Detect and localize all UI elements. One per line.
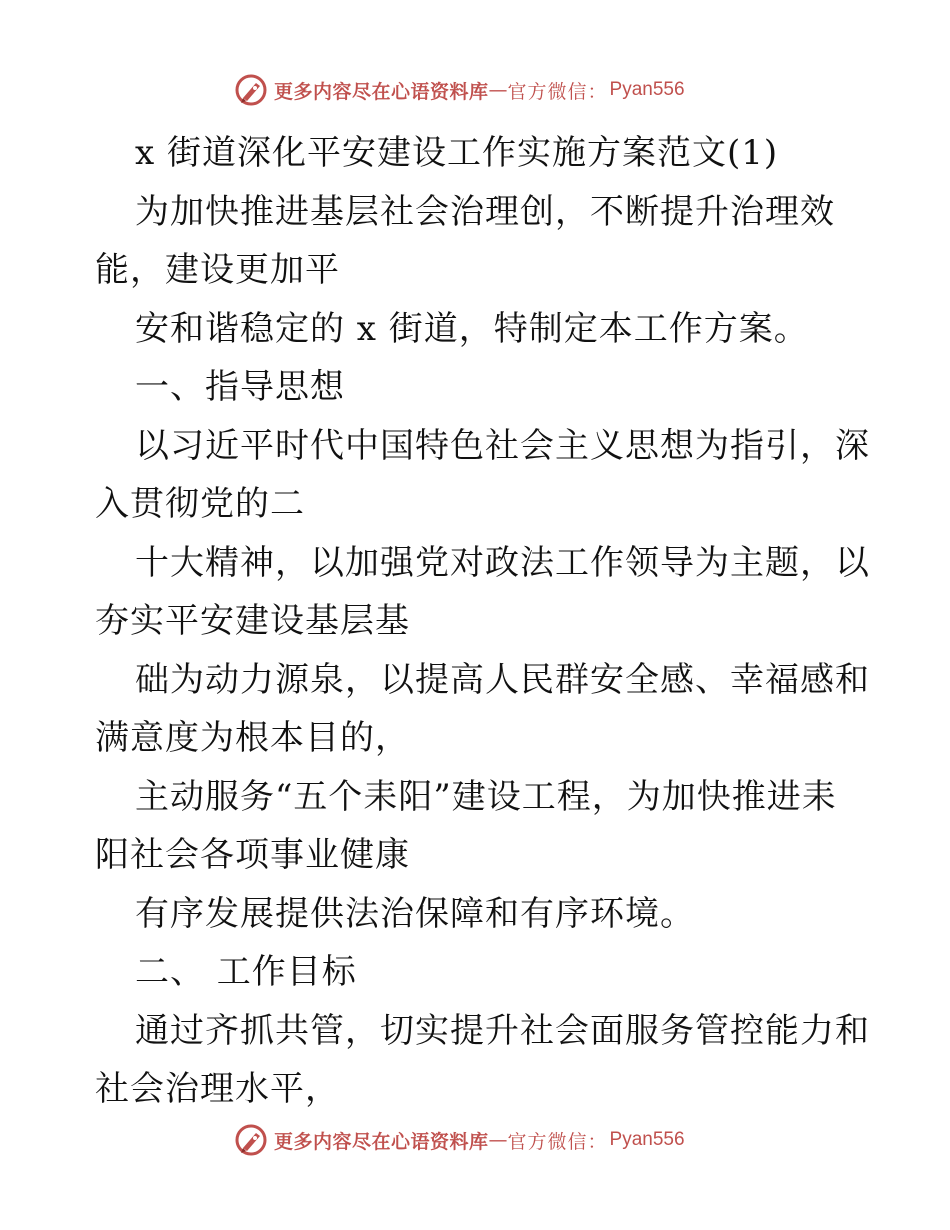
document-line: 二、 工作目标 (135, 952, 357, 992)
watermark-official-label: 官方微信： (507, 1130, 608, 1153)
document-line: 通过齐抓共管，切实提升社会面服务管控能力和 (135, 1010, 870, 1051)
watermark-wechat-id: Pyan556 (609, 79, 685, 100)
document-line: 夯实平安建设基层基 (95, 601, 410, 641)
watermark-separator: — (488, 1129, 508, 1151)
document-line: 能，建设更加平 (95, 250, 340, 290)
document-body (95, 124, 870, 1119)
document-line: 十大精神，以加强党对政法工作领导为主题，以 (135, 542, 870, 583)
document-line: 安和谐稳定的 x 街道，特制定本工作方案。 (135, 308, 809, 349)
document-line: 主动服务“五个耒阳”建设工程，为加快推进耒 (135, 776, 837, 817)
watermark-wechat-id: Pyan556 (609, 1129, 685, 1150)
document-line: 以习近平时代中国特色社会主义思想为指引，深 (135, 425, 870, 466)
pen-logo-icon (234, 1123, 268, 1157)
pen-logo-icon (234, 73, 268, 107)
watermark-banner-bottom (234, 1122, 685, 1158)
watermark-official-label: 官方微信： (507, 80, 608, 103)
document-line: 一、指导思想 (135, 367, 345, 407)
document-line: 为加快推进基层社会治理创，不断提升治理效 (135, 191, 835, 232)
document-line: 满意度为根本目的， (95, 718, 410, 758)
watermark-banner-top (234, 72, 685, 108)
document-line: 入贯彻党的二 (95, 484, 305, 524)
document-line: 础为动力源泉，以提高人民群安全感、幸福感和 (135, 659, 870, 700)
document-line: x 街道深化平安建设工作实施方案范文(1) (135, 133, 779, 173)
watermark-separator: — (488, 79, 508, 101)
watermark-brand: 更多内容尽在心语资料库 (274, 1130, 489, 1153)
document-line: 阳社会各项事业健康 (95, 835, 410, 875)
document-line: 社会治理水平， (95, 1069, 340, 1109)
document-line: 有序发展提供法治保障和有序环境。 (135, 893, 695, 934)
watermark-brand: 更多内容尽在心语资料库 (274, 80, 489, 103)
